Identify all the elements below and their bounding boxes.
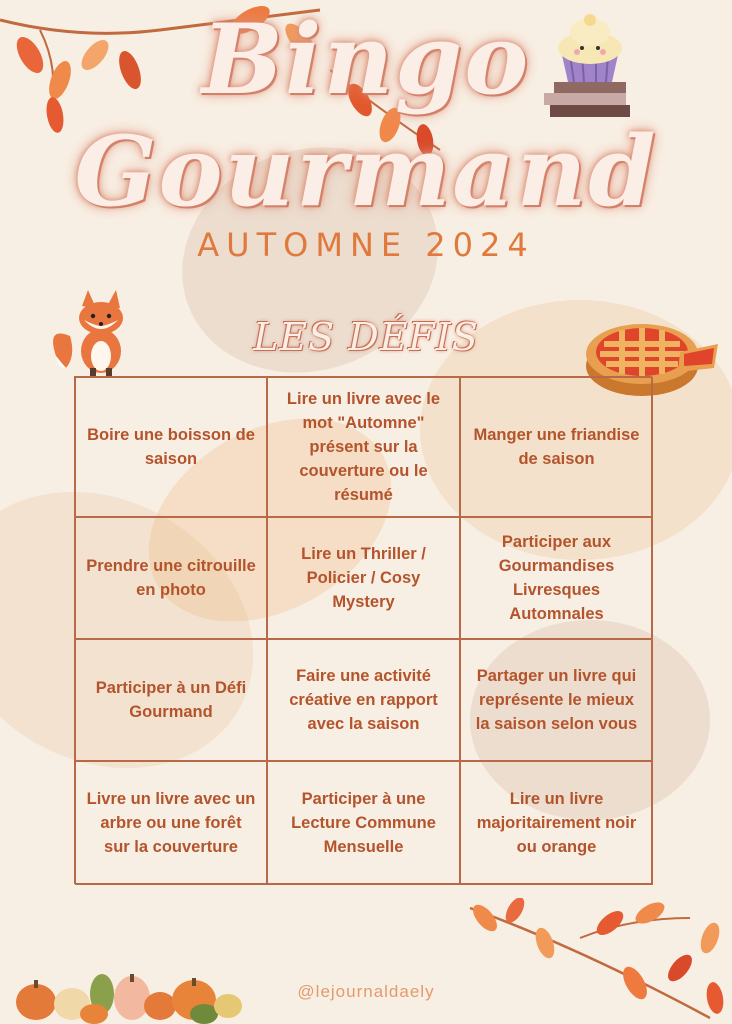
bingo-cell: Participer à une Lecture Commune Mensuelle	[267, 761, 460, 885]
bingo-cell: Manger une friandise de saison	[460, 377, 653, 517]
social-handle: @lejournaldaely	[297, 982, 435, 1001]
bingo-cell: Lire un livre avec le mot "Automne" présent sur la couverture ou le résumé	[267, 377, 460, 517]
title-line-1: Bingo	[201, 3, 531, 116]
section-title: LES DÉFIS	[253, 315, 479, 359]
bingo-cell: Participer à un Défi Gourmand	[75, 639, 267, 761]
bingo-cell: Participer aux Gourmandises Livresques Automnales	[460, 517, 653, 639]
bingo-cell: Faire une activité créative en rapport avec la saison	[267, 639, 460, 761]
autumn-branch-icon	[460, 898, 732, 1024]
title-line-2: Gourmand	[74, 115, 658, 228]
bingo-cell: Lire un Thriller / Policier / Cosy Mystery	[267, 517, 460, 639]
subtitle: AUTOMNE 2024	[197, 226, 535, 264]
bingo-cell: Livre un livre avec un arbre ou une forêt sur la couverture	[75, 761, 267, 885]
bingo-cell: Boire une boisson de saison	[75, 377, 267, 517]
bingo-cell: Partager un livre qui représente le mieux la saison selon vous	[460, 639, 653, 761]
bingo-grid	[74, 376, 652, 884]
bingo-cell: Lire un livre majoritairement noir ou orange	[460, 761, 653, 885]
bingo-cell: Prendre une citrouille en photo	[75, 517, 267, 639]
